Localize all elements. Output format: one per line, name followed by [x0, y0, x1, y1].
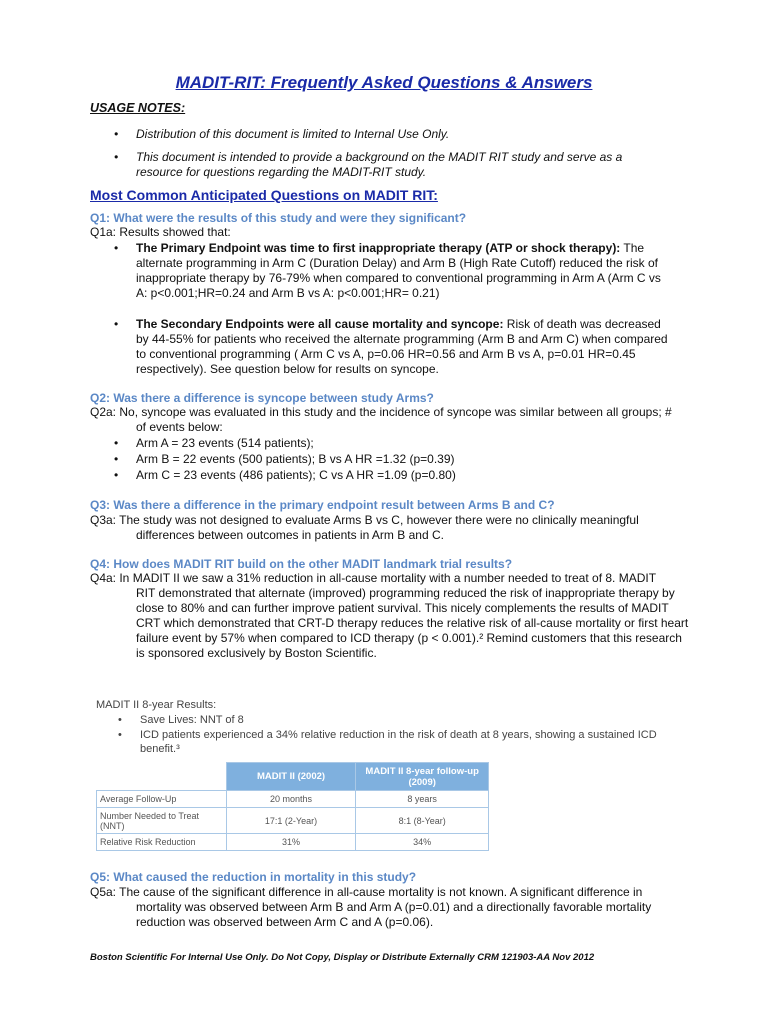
- answer-2-line-1: Q2a: No, syncope was evaluated in this study and the incidence of syncope was similar between all groups; #: [90, 405, 672, 419]
- q1-bullet-secondary: • The Secondary Endpoints were all cause mortality and syncope: Risk of death was decreased: [114, 317, 661, 331]
- answer-3-line-1: Q3a: The study was not designed to evaluate Arms B vs C, however there were no clinically meaningful: [90, 513, 639, 527]
- footer-disclaimer: Boston Scientific For Internal Use Only. Do Not Copy, Display or Distribute Externally CRM 121903-AA Nov 2012: [90, 952, 595, 963]
- usage-notes-heading: USAGE NOTES:: [90, 101, 186, 115]
- q1-bullet-primary: • The Primary Endpoint was time to first inappropriate therapy (ATP or shock therapy): The: [114, 241, 645, 255]
- answer-3-line-2: differences between outcomes in patients in Arm B and C.: [136, 528, 444, 542]
- answer-1-intro: Q1a: Results showed that:: [90, 225, 231, 239]
- madit2-heading: MADIT II 8-year Results:: [96, 699, 217, 711]
- answer-4-line-2: RIT demonstrated that alternate (improved) programming reduced the risk of inappropriate therapy by: [136, 586, 675, 600]
- table-corner: [97, 763, 227, 791]
- q1-secondary-line-1: by 44-55% for patients who received the alternate programming (Arm B and Arm C) when compared: [136, 332, 668, 346]
- answer-2-line-2: of events below:: [136, 420, 223, 434]
- q1-primary-line-1: alternate programming in Arm C (Duration Delay) and Arm B (High Rate Cutoff) reduced the risk of: [136, 256, 658, 270]
- question-1: Q1: What were the results of this study and were they significant?: [90, 211, 467, 225]
- answer-5-line-3: reduction was observed between Arm C and A (p=0.06).: [136, 915, 434, 929]
- answer-4-line-6: is sponsored exclusively by Boston Scientific.: [136, 646, 377, 660]
- section-heading: Most Common Anticipated Questions on MADIT RIT:: [90, 187, 438, 203]
- question-3: Q3: Was there a difference in the primary endpoint result between Arms B and C?: [90, 498, 555, 512]
- question-4: Q4: How does MADIT RIT build on the other MADIT landmark trial results?: [90, 557, 513, 571]
- answer-4-line-3: close to 80% and can further improve patient survival. This nicely complements the results of MADIT: [136, 601, 669, 615]
- table-header-madit2: MADIT II (2002): [226, 763, 356, 791]
- answer-5-line-2: mortality was observed between Arm B and Arm A (p=0.01) and a directionally favorable mortality: [136, 900, 652, 914]
- table-row: Relative Risk Reduction 31% 34%: [97, 834, 489, 851]
- q1-secondary-line-2: to conventional programming ( Arm C vs A, p=0.06 HR=0.56 and Arm B vs A, p=0.01 HR=0.45: [136, 347, 636, 361]
- q2-bullet-arm-b: • Arm B = 22 events (500 patients); B vs A HR =1.32 (p=0.39): [114, 452, 455, 466]
- madit2-bullet-2-cont: benefit.³: [140, 743, 180, 755]
- q1-primary-line-3: A: p<0.001;HR=0.24 and Arm B vs A: p<0.001;HR= 0.21): [136, 286, 440, 300]
- question-2: Q2: Was there a difference is syncope between study Arms?: [90, 391, 434, 405]
- table-row: Average Follow-Up 20 months 8 years: [97, 791, 489, 808]
- q2-bullet-arm-a: • Arm A = 23 events (514 patients);: [114, 436, 314, 450]
- usage-note-1: • Distribution of this document is limited to Internal Use Only.: [114, 127, 450, 141]
- usage-note-2-cont: resource for questions regarding the MADIT-RIT study.: [136, 165, 427, 179]
- answer-4-line-4: CRT which demonstrated that CRT-D therapy reduces the relative risk of all-cause mortality or first heart: [136, 616, 689, 630]
- answer-4-line-5: failure event by 57% when compared to ICD therapy (p < 0.001).² Remind customers that this research: [136, 631, 682, 645]
- usage-note-2: • This document is intended to provide a background on the MADIT RIT study and serve as a: [114, 150, 623, 164]
- document-title: MADIT-RIT: Frequently Asked Questions & Answers: [175, 73, 593, 92]
- madit2-bullet-2: • ICD patients experienced a 34% relative reduction in the risk of death at 8 years, showing a sustained ICD: [118, 729, 657, 741]
- table-row: Number Needed to Treat (NNT) 17:1 (2-Year) 8:1 (8-Year): [97, 808, 489, 834]
- madit2-bullet-1: • Save Lives: NNT of 8: [118, 714, 244, 726]
- q1-primary-line-2: inappropriate therapy by 76-79% when compared to conventional programming in Arm A (Arm C vs: [136, 271, 661, 285]
- answer-4-line-1: Q4a: In MADIT II we saw a 31% reduction in all-cause mortality with a number needed to treat of 8. MADIT: [90, 571, 657, 585]
- answer-5-line-1: Q5a: The cause of the significant difference in all-cause mortality is not known. A significant difference in: [90, 885, 643, 899]
- q2-bullet-arm-c: • Arm C = 23 events (486 patients); C vs A HR =1.09 (p=0.80): [114, 468, 456, 482]
- q1-secondary-line-3: respectively). See question below for results on syncope.: [136, 362, 439, 376]
- question-5: Q5: What caused the reduction in mortality in this study?: [90, 870, 417, 884]
- madit2-results-table: [96, 762, 489, 851]
- table-header-followup: MADIT II 8-year follow-up (2009): [356, 763, 489, 791]
